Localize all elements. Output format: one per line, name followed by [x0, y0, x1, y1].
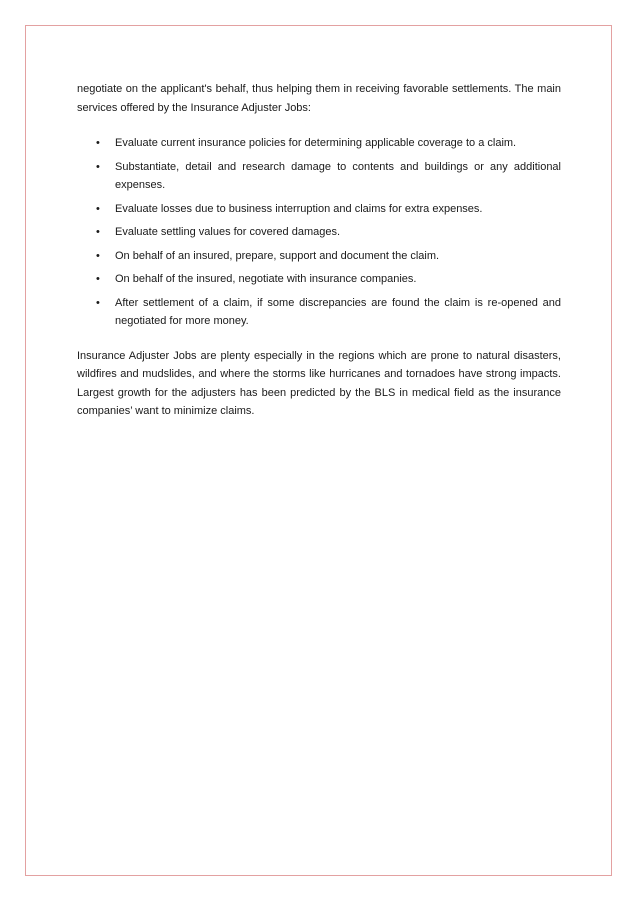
list-item-text: Evaluate current insurance policies for determining applicable coverage to a claim. — [115, 137, 517, 149]
list-item-text: After settlement of a claim, if some discrepancies are found the claim is re-opened and negotiated for more money. — [115, 296, 561, 327]
list-item-text: Substantiate, detail and research damage to contents and buildings or any additional expenses. — [115, 160, 561, 191]
list-item-text: On behalf of the insured, negotiate with insurance companies. — [115, 273, 417, 285]
list-item — [77, 270, 561, 289]
intro-paragraph: negotiate on the applicant's behalf, thus helping them in receiving favorable settlements. The main services offered by the Insurance Adjuster Jobs: — [77, 83, 561, 114]
bullet-icon: • — [96, 249, 100, 262]
list-item — [77, 247, 561, 266]
bullet-icon: • — [96, 273, 100, 285]
bullet-icon: • — [96, 137, 100, 149]
bullet-icon: • — [96, 202, 100, 215]
list-item-text: On behalf of an insured, prepare, support and document the claim. — [115, 249, 440, 262]
list-item — [77, 223, 561, 242]
list-item-text: Evaluate losses due to business interruption and claims for extra expenses. — [115, 202, 483, 215]
services-list — [77, 134, 561, 331]
closing-paragraph: Insurance Adjuster Jobs are plenty especially in the regions which are prone to natural disasters, wildfires and mudslides, and where the storms like hurricanes and tornadoes have strong impacts. Largest growth for the adjusters has been predicted by the BLS in medical field as the insurance companies’ want to minimize claims. — [77, 349, 561, 417]
list-item — [77, 294, 561, 331]
list-item — [77, 158, 561, 195]
bullet-icon: • — [96, 160, 100, 173]
list-item-text: Evaluate settling values for covered damages. — [115, 226, 341, 238]
bullet-icon: • — [96, 296, 100, 309]
bullet-icon: • — [96, 226, 100, 238]
document-body — [77, 80, 561, 421]
list-item — [77, 134, 561, 153]
list-item — [77, 200, 561, 219]
